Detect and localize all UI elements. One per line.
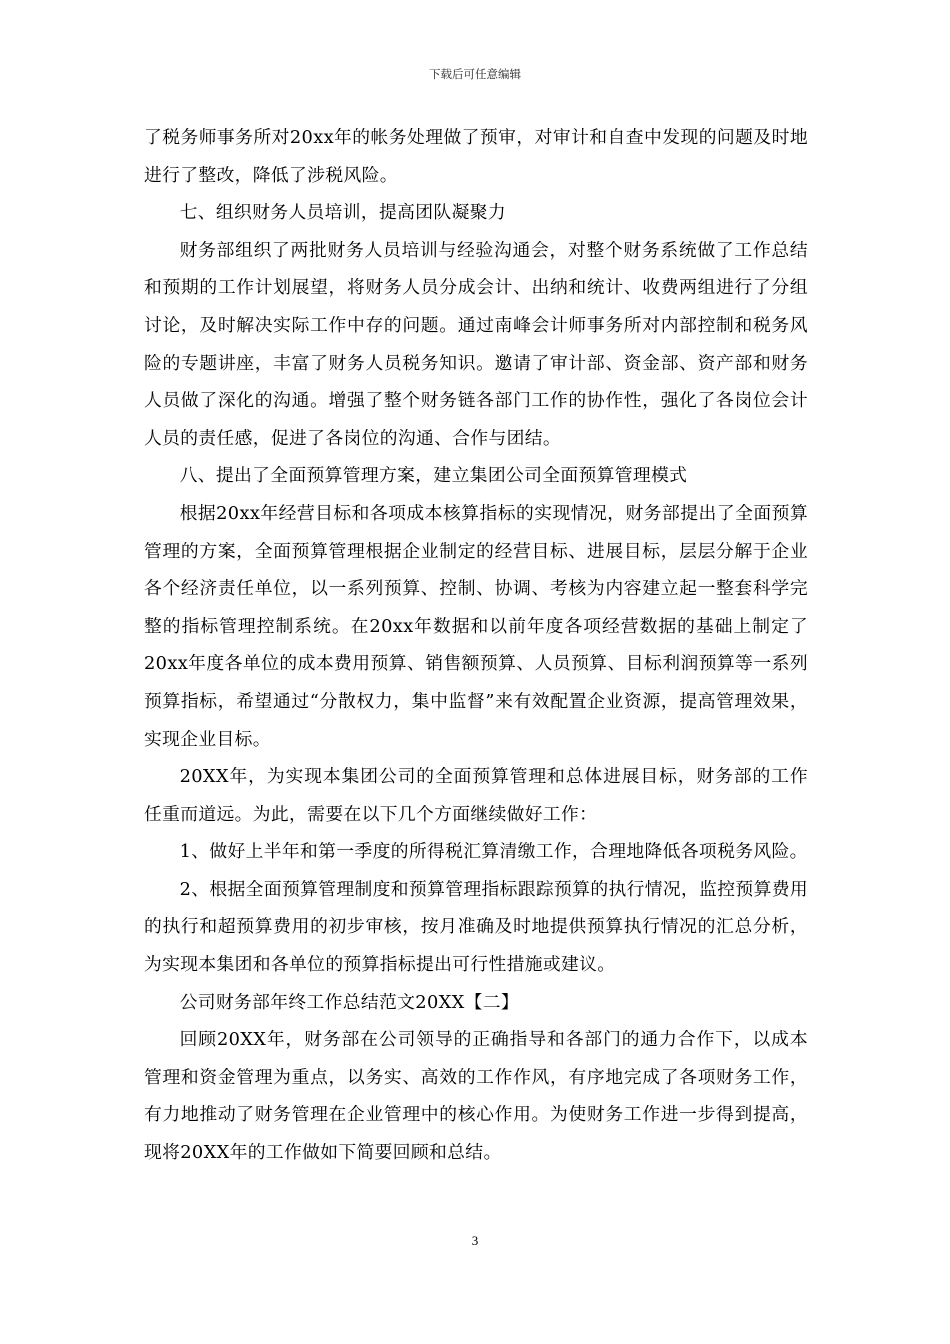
document-body (144, 119, 808, 1172)
page-number: 3 (471, 1233, 479, 1248)
section-heading-7: 七、组织财务人员培训，提高团队凝聚力 (179, 202, 506, 224)
paragraph-outlook: 20XX年，为实现本集团公司的全面预算管理和总体进展目标，财务部的工作任重而道远。为此，需要在以下几个方面继续做好工作： (144, 766, 808, 825)
list-item-2: 2、根据全面预算管理制度和预算管理指标跟踪预算的执行情况，监控预算费用的执行和超预算费用的初步审核，按月准确及时地提供预算执行情况的汇总分析，为实现本集团和各单位的预算指标提出可行性措施或建议。 (144, 878, 808, 976)
article-title-2: 公司财务部年终工作总结范文20XX【二】 (179, 991, 520, 1013)
list-item-1: 1、做好上半年和第一季度的所得税汇算清缴工作，合理地降低各项税务风险。 (179, 841, 808, 863)
page-header: 下载后可任意编辑 (429, 67, 521, 81)
paragraph-review: 回顾20XX年，财务部在公司领导的正确指导和各部门的通力合作下，以成本管理和资金管理为重点，以务实、高效的工作作风，有序地完成了各项财务工作，有力地推动了财务管理在企业管理中的核心作用。为使财务工作进一步得到提高，现将20XX年的工作做如下简要回顾和总结。 (144, 1029, 808, 1164)
paragraph-continuation: 了税务师事务所对20xx年的帐务处理做了预审，对审计和自查中发现的问题及时地进行了整改，降低了涉税风险。 (144, 127, 808, 186)
paragraph-budget: 根据20xx年经营目标和各项成本核算指标的实现情况，财务部提出了全面预算管理的方案，全面预算管理根据企业制定的经营目标、进展目标，层层分解于企业各个经济责任单位，以一系列预算、控制、协调、考核为内容建立起一整套科学完整的指标管理控制系统。在20xx年数据和以前年度各项经营数据的基础上制定了20xx年度各单位的成本费用预算、销售额预算、人员预算、目标利润预算等一系列预算指标，希望通过“分散权力，集中监督”来有效配置企业资源，提高管理效果，实现企业目标。 (144, 502, 808, 750)
section-heading-8: 八、提出了全面预算管理方案，建立集团公司全面预算管理模式 (179, 465, 688, 487)
paragraph-training: 财务部组织了两批财务人员培训与经验沟通会，对整个财务系统做了工作总结和预期的工作计划展望，将财务人员分成会计、出纳和统计、收费两组进行了分组讨论，及时解决实际工作中存的问题。通过南峰会计师事务所对内部控制和税务风险的专题讲座，丰富了财务人员税务知识。邀请了审计部、资金部、资产部和财务人员做了深化的沟通。增强了整个财务链各部门工作的协作性，强化了各岗位会计人员的责任感，促进了各岗位的沟通、合作与团结。 (144, 239, 808, 449)
